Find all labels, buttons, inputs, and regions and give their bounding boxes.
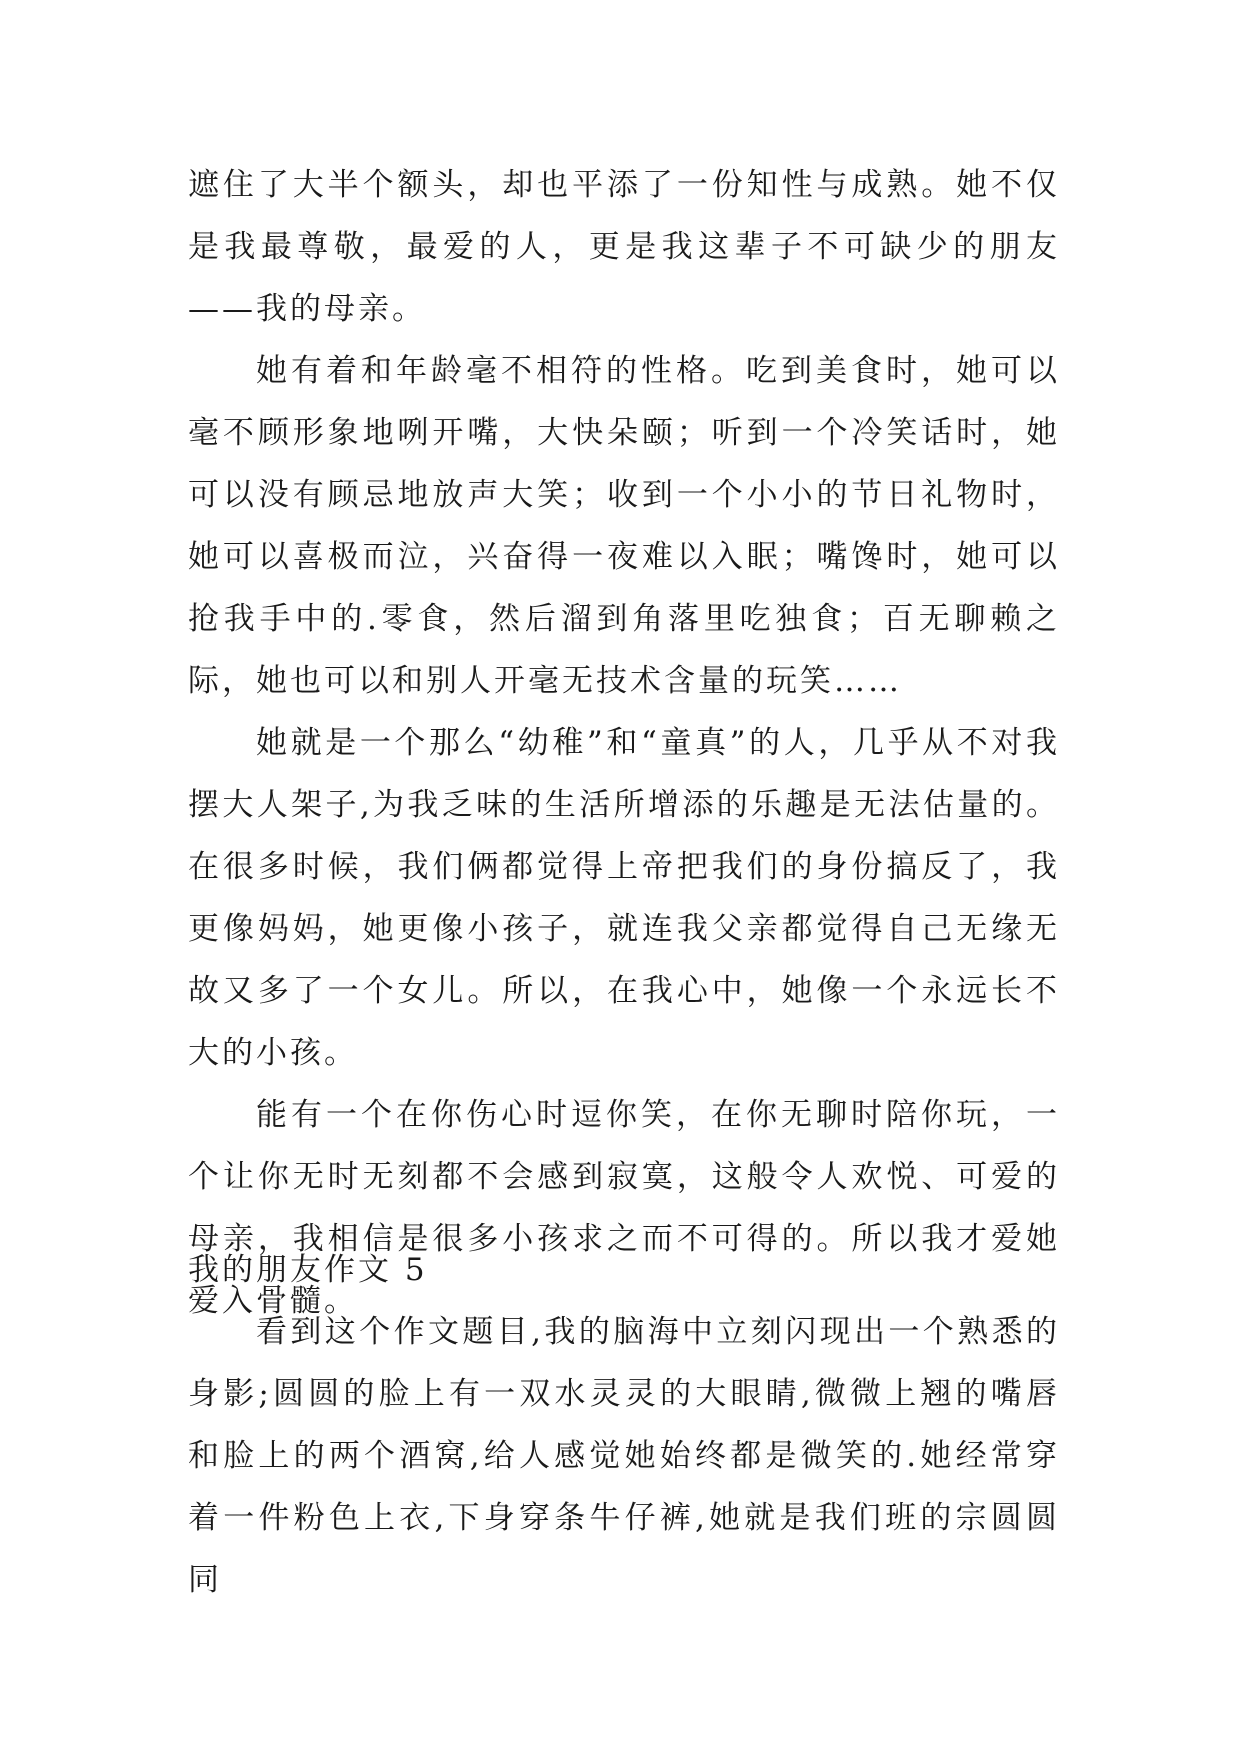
paragraph-mother-personality: 她有着和年龄毫不相符的性格。吃到美食时，她可以毫不顾形象地咧开嘴，大快朵颐；听到一个冷笑话时，她可以没有顾忌地放声大笑；收到一个小小的节日礼物时，她可以喜极而泣，兴奋得一夜难以入眠；嘴馋时，她可以抢我手中的.零食，然后溜到角落里吃独食；百无聊赖之际，她也可以和别人开毫无技术含量的玩笑…… [188, 353, 1060, 699]
paragraph-mother-intro-end: 遮住了大半个额头，却也平添了一份知性与成熟。她不仅是我最尊敬，最爱的人，更是我这辈子不可缺少的朋友——我的母亲。 [188, 167, 1060, 327]
essay-section-5 [188, 1239, 1060, 1611]
paragraph-friend-description: 看到这个作文题目,我的脑海中立刻闪现出一个熟悉的身影;圆圆的脸上有一双水灵灵的大眼睛,微微上翘的嘴唇和脸上的两个酒窝,给人感觉她始终都是微笑的.她经常穿着一件粉色上衣,下身穿条牛仔裤,她就是我们班的宗圆圆同 [188, 1314, 1060, 1598]
section-heading: 我的朋友作文 5 [188, 1252, 428, 1288]
paragraph-mother-childlike: 她就是一个那么“幼稚”和“童真”的人，几乎从不对我摆大人架子,为我乏味的生活所增添的乐趣是无法估量的。在很多时候，我们俩都觉得上帝把我们的身份搞反了，我更像妈妈，她更像小孩子，就连我父亲都觉得自己无缘无故又多了一个女儿。所以，在我心中，她像一个永远长不大的小孩。 [188, 725, 1060, 1071]
essay-body-continued [188, 154, 1060, 1332]
paragraph-mother-conclusion: 能有一个在你伤心时逗你笑，在你无聊时陪你玩，一个让你无时无刻都不会感到寂寞，这般令人欢悦、可爱的母亲，我相信是很多小孩求之而不可得的。所以我才爱她爱入骨髓。 [188, 1097, 1060, 1319]
